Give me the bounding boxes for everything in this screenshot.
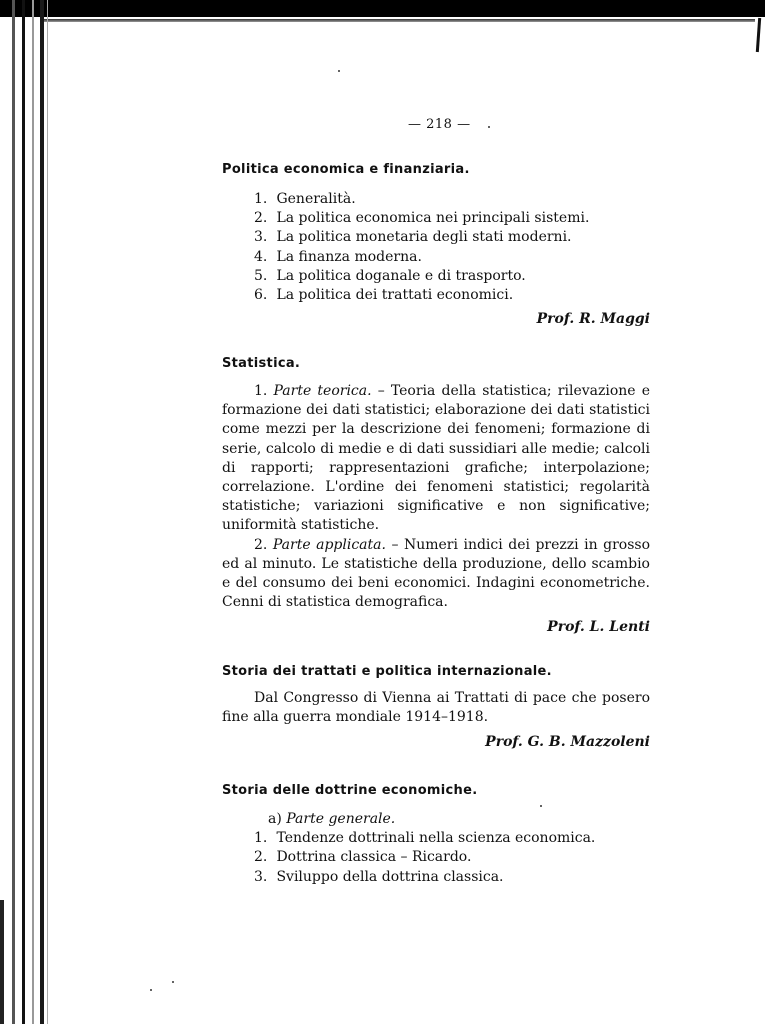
item-number: 6. xyxy=(254,287,268,304)
item-number: 5. xyxy=(254,267,268,284)
topic-list xyxy=(222,829,650,887)
paragraph-parte-applicata xyxy=(222,536,650,613)
scan-right-edge-mark xyxy=(756,18,761,52)
item-text: Sviluppo della dottrina classica. xyxy=(276,868,504,885)
item-text: La politica dei trattati economici. xyxy=(276,287,514,304)
section-politica-economica xyxy=(222,160,650,329)
subheading-prefix: a) xyxy=(268,811,282,827)
list-item xyxy=(254,190,650,209)
list-item xyxy=(254,848,650,867)
scan-speck xyxy=(172,981,174,983)
section-heading: Storia dei trattati e politica internazionale. xyxy=(222,664,552,679)
paragraph-label: Parte teorica. xyxy=(273,383,372,399)
author-signature: Prof. G. B. Mazzoleni xyxy=(485,734,650,751)
item-number: 1. xyxy=(254,191,268,207)
subheading xyxy=(222,810,650,829)
section-heading: Statistica. xyxy=(222,356,301,371)
scan-speck xyxy=(338,70,340,72)
paragraph-number: 1. xyxy=(254,383,268,399)
item-text: Dottrina classica – Ricardo. xyxy=(276,849,472,866)
item-text: La politica economica nei principali sistemi. xyxy=(276,210,590,227)
scan-top-rule xyxy=(40,19,755,22)
list-item xyxy=(254,228,650,247)
paragraph-text: – Numeri indici dei prezzi in grosso ed al minuto. Le statistiche della produzione, dello scambio e del consumo dei beni economici. Indagini econometriche. Cenni di statistica demografica. xyxy=(222,536,651,611)
section-storia-dottrine xyxy=(222,781,650,887)
author-signature: Prof. L. Lenti xyxy=(547,619,650,636)
item-text: La finanza moderna. xyxy=(276,248,422,265)
item-text: Generalità. xyxy=(276,191,356,207)
item-number: 2. xyxy=(254,210,268,227)
scan-speck xyxy=(488,126,490,128)
scan-binding-edge xyxy=(0,0,50,1024)
section-paragraph: Dal Congresso di Vienna ai Trattati di pace che posero fine alla guerra mondiale 1914–1918. xyxy=(222,690,650,726)
list-item xyxy=(254,286,650,305)
item-number: 3. xyxy=(254,229,268,246)
item-text: La politica monetaria degli stati moderni. xyxy=(276,229,572,246)
section-heading: Storia delle dottrine economiche. xyxy=(222,783,478,798)
list-item xyxy=(254,209,650,228)
paragraph-label: Parte applicata. xyxy=(272,536,386,553)
paragraph-parte-teorica xyxy=(222,382,650,536)
section-statistica xyxy=(222,354,650,637)
scan-top-border xyxy=(0,0,765,17)
list-item xyxy=(254,267,650,286)
item-number: 1. xyxy=(254,830,268,847)
author-signature: Prof. R. Maggi xyxy=(536,311,650,328)
item-number: 3. xyxy=(254,868,268,885)
item-number: 4. xyxy=(254,248,268,265)
item-number: 2. xyxy=(254,849,268,866)
section-storia-trattati xyxy=(222,662,650,752)
page-number: — 218 — xyxy=(408,117,471,132)
item-text: Tendenze dottrinali nella scienza economica. xyxy=(276,830,596,847)
list-item xyxy=(254,829,650,848)
subheading-label: Parte generale. xyxy=(286,811,396,827)
section-heading: Politica economica e finanziaria. xyxy=(222,162,470,177)
paragraph-text: – Teoria della statistica; rilevazione e formazione dei dati statistici; elaborazione dei dati statistici come mezzi per la descrizione dei fenomeni; formazione di serie, calcolo di medie e di dati sussidiari alle medie; calcoli di rapporti; rappresentazioni grafiche; interpolazione; correlazione. L'ordine dei fenomeni statistici; regolarità statistiche; variazioni significative e non significative; uniformità statistiche. xyxy=(222,383,650,534)
item-text: La politica doganale e di trasporto. xyxy=(276,267,526,284)
list-item xyxy=(254,248,650,267)
list-item xyxy=(254,868,650,887)
topic-list xyxy=(222,190,650,305)
scan-speck xyxy=(150,989,152,991)
paragraph-number: 2. xyxy=(254,536,268,553)
